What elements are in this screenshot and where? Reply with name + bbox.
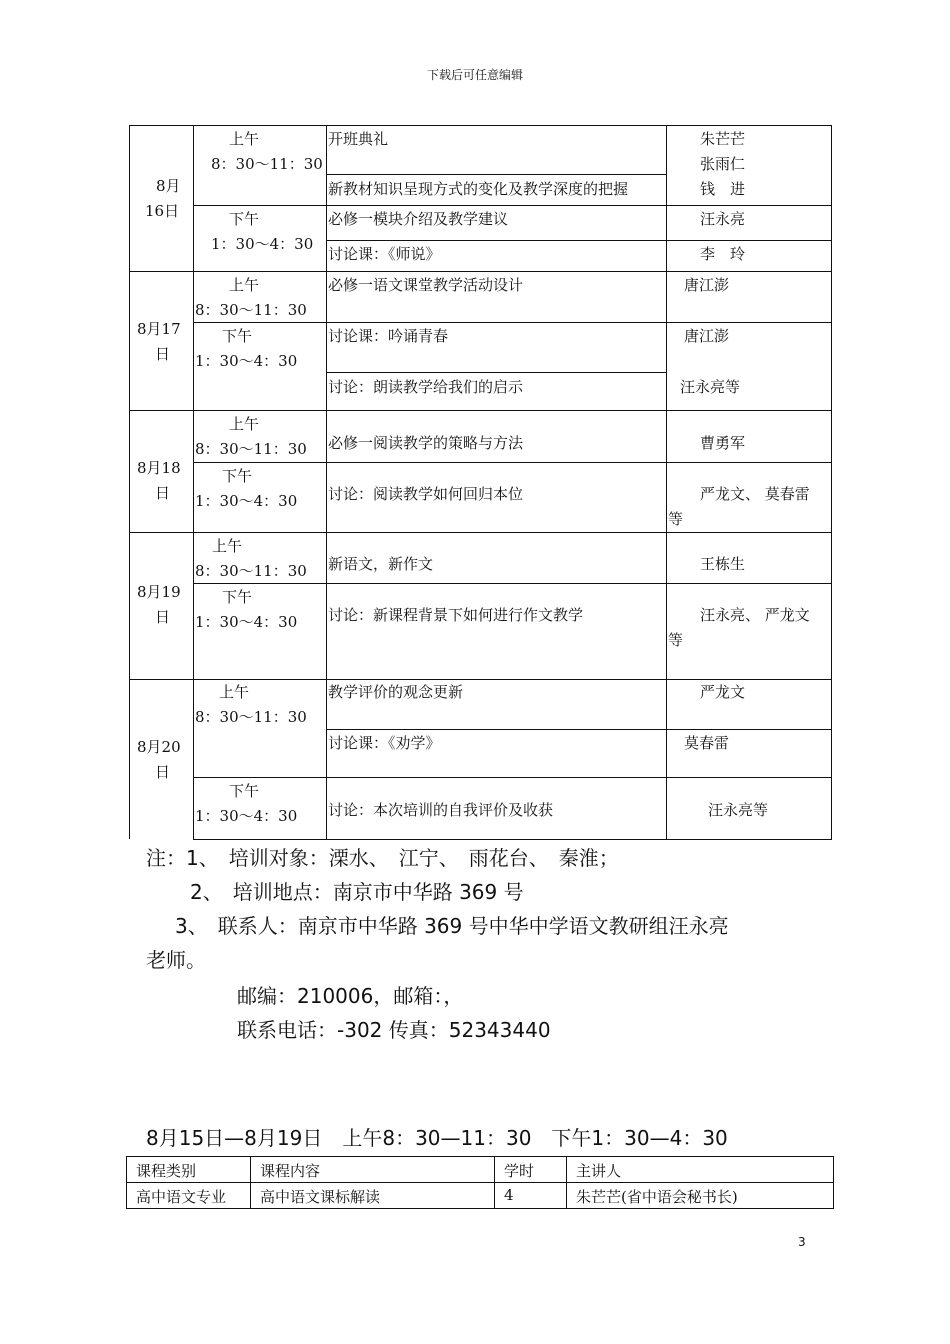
pm-label: 下午 <box>222 467 253 485</box>
speaker: 曹勇军 <box>700 434 746 452</box>
course-content: 必修一阅读教学的策略与方法 <box>328 434 524 452</box>
am-time: 8：30～11：30 <box>195 562 307 580</box>
pm-time: 1：30～4：30 <box>195 352 298 370</box>
pm-time: 1：30～4：30 <box>195 807 298 825</box>
pm-time: 1：30～4：30 <box>195 613 298 631</box>
course-content: 开班典礼 <box>328 130 389 148</box>
speaker: 唐江澎 <box>684 327 730 345</box>
speaker: 汪永亮、 严龙文 <box>700 606 810 624</box>
course-content: 新语文，新作文 <box>328 555 434 573</box>
course-content: 讨论：阅读教学如何回归本位 <box>328 485 524 503</box>
speaker: 李 玲 <box>700 245 746 263</box>
am-label: 上午 <box>219 683 250 701</box>
table-cell: 高中语文专业 <box>136 1188 227 1206</box>
section-heading: 8月15日—8月19日 上午8：30—11：30 下午1：30—4：30 <box>146 1126 728 1150</box>
date-cell: 8月19 <box>137 583 181 601</box>
pm-label: 下午 <box>229 210 260 228</box>
speaker: 钱 进 <box>700 180 746 198</box>
table-cell: 4 <box>504 1186 514 1204</box>
note-line: 3、 联系人：南京市中华路 369 号中华中学语文教研组汪永亮 <box>175 914 729 938</box>
column-header: 主讲人 <box>576 1162 622 1180</box>
course-content: 新教材知识呈现方式的变化及教学深度的把握 <box>328 180 629 198</box>
course-content: 教学评价的观念更新 <box>328 683 464 701</box>
pm-time: 1：30～4：30 <box>211 235 314 253</box>
am-label: 上午 <box>229 130 260 148</box>
speaker: 唐江澎 <box>684 276 730 294</box>
date-cell: 8月18 <box>137 459 181 477</box>
course-content: 必修一模块介绍及教学建议 <box>328 210 509 228</box>
pm-label: 下午 <box>222 588 253 606</box>
column-header: 学时 <box>504 1162 535 1180</box>
table-cell: 高中语文课标解读 <box>260 1188 381 1206</box>
speaker: 等 <box>668 631 684 649</box>
table-cell: 朱芒芒(省中语会秘书长) <box>576 1188 738 1206</box>
speaker: 张雨仁 <box>700 155 746 173</box>
am-time: 8：30～11：30 <box>195 708 307 726</box>
column-header: 课程类别 <box>136 1162 197 1180</box>
column-header: 课程内容 <box>260 1162 321 1180</box>
am-label: 上午 <box>212 537 243 555</box>
course-content: 讨论：朗读教学给我们的启示 <box>328 378 524 396</box>
am-label: 上午 <box>229 276 260 294</box>
pm-label: 下午 <box>229 782 260 800</box>
speaker: 朱芒芒 <box>700 130 746 148</box>
date-cell: 8月 <box>156 177 181 195</box>
note-line: 联系电话：-302 传真：52343440 <box>237 1018 551 1042</box>
date-cell: 日 <box>155 345 171 363</box>
pm-time: 1：30～4：30 <box>195 492 298 510</box>
date-cell: 16日 <box>145 202 180 220</box>
speaker: 汪永亮等 <box>680 378 741 396</box>
note-line: 老师。 <box>146 948 206 972</box>
note-line: 注：1、 培训对象：溧水、 江宁、 雨花台、 秦淮； <box>146 846 619 870</box>
date-cell: 日 <box>155 763 171 781</box>
note-line: 2、 培训地点：南京市中华路 369 号 <box>190 880 524 904</box>
course-content: 必修一语文课堂教学活动设计 <box>328 276 524 294</box>
course-content: 讨论课：吟诵青春 <box>328 327 449 345</box>
speaker: 王栋生 <box>700 555 746 573</box>
note-line: 邮编：210006，邮箱：， <box>237 984 464 1008</box>
course-content: 讨论：本次培训的自我评价及收获 <box>328 801 554 819</box>
speaker: 莫春雷 <box>684 734 730 752</box>
course-content: 讨论课：《师说》 <box>328 245 441 263</box>
am-time: 8：30～11：30 <box>195 301 307 319</box>
am-time: 8：30～11：30 <box>211 155 323 173</box>
speaker: 严龙文 <box>700 683 746 701</box>
page-header: 下载后可任意编辑 <box>426 68 523 82</box>
speaker: 汪永亮等 <box>708 801 769 819</box>
date-cell: 8月17 <box>137 320 181 338</box>
page-number: 3 <box>798 1235 806 1249</box>
course-content: 讨论：新课程背景下如何进行作文教学 <box>328 606 584 624</box>
am-time: 8：30～11：30 <box>195 440 307 458</box>
date-cell: 8月20 <box>137 738 181 756</box>
course-content: 讨论课：《劝学》 <box>328 734 441 752</box>
speaker: 等 <box>668 510 684 528</box>
date-cell: 日 <box>155 484 171 502</box>
am-label: 上午 <box>229 415 260 433</box>
speaker: 汪永亮 <box>700 210 746 228</box>
date-cell: 日 <box>155 608 171 626</box>
speaker: 严龙文、 莫春雷 <box>700 485 810 503</box>
pm-label: 下午 <box>222 327 253 345</box>
